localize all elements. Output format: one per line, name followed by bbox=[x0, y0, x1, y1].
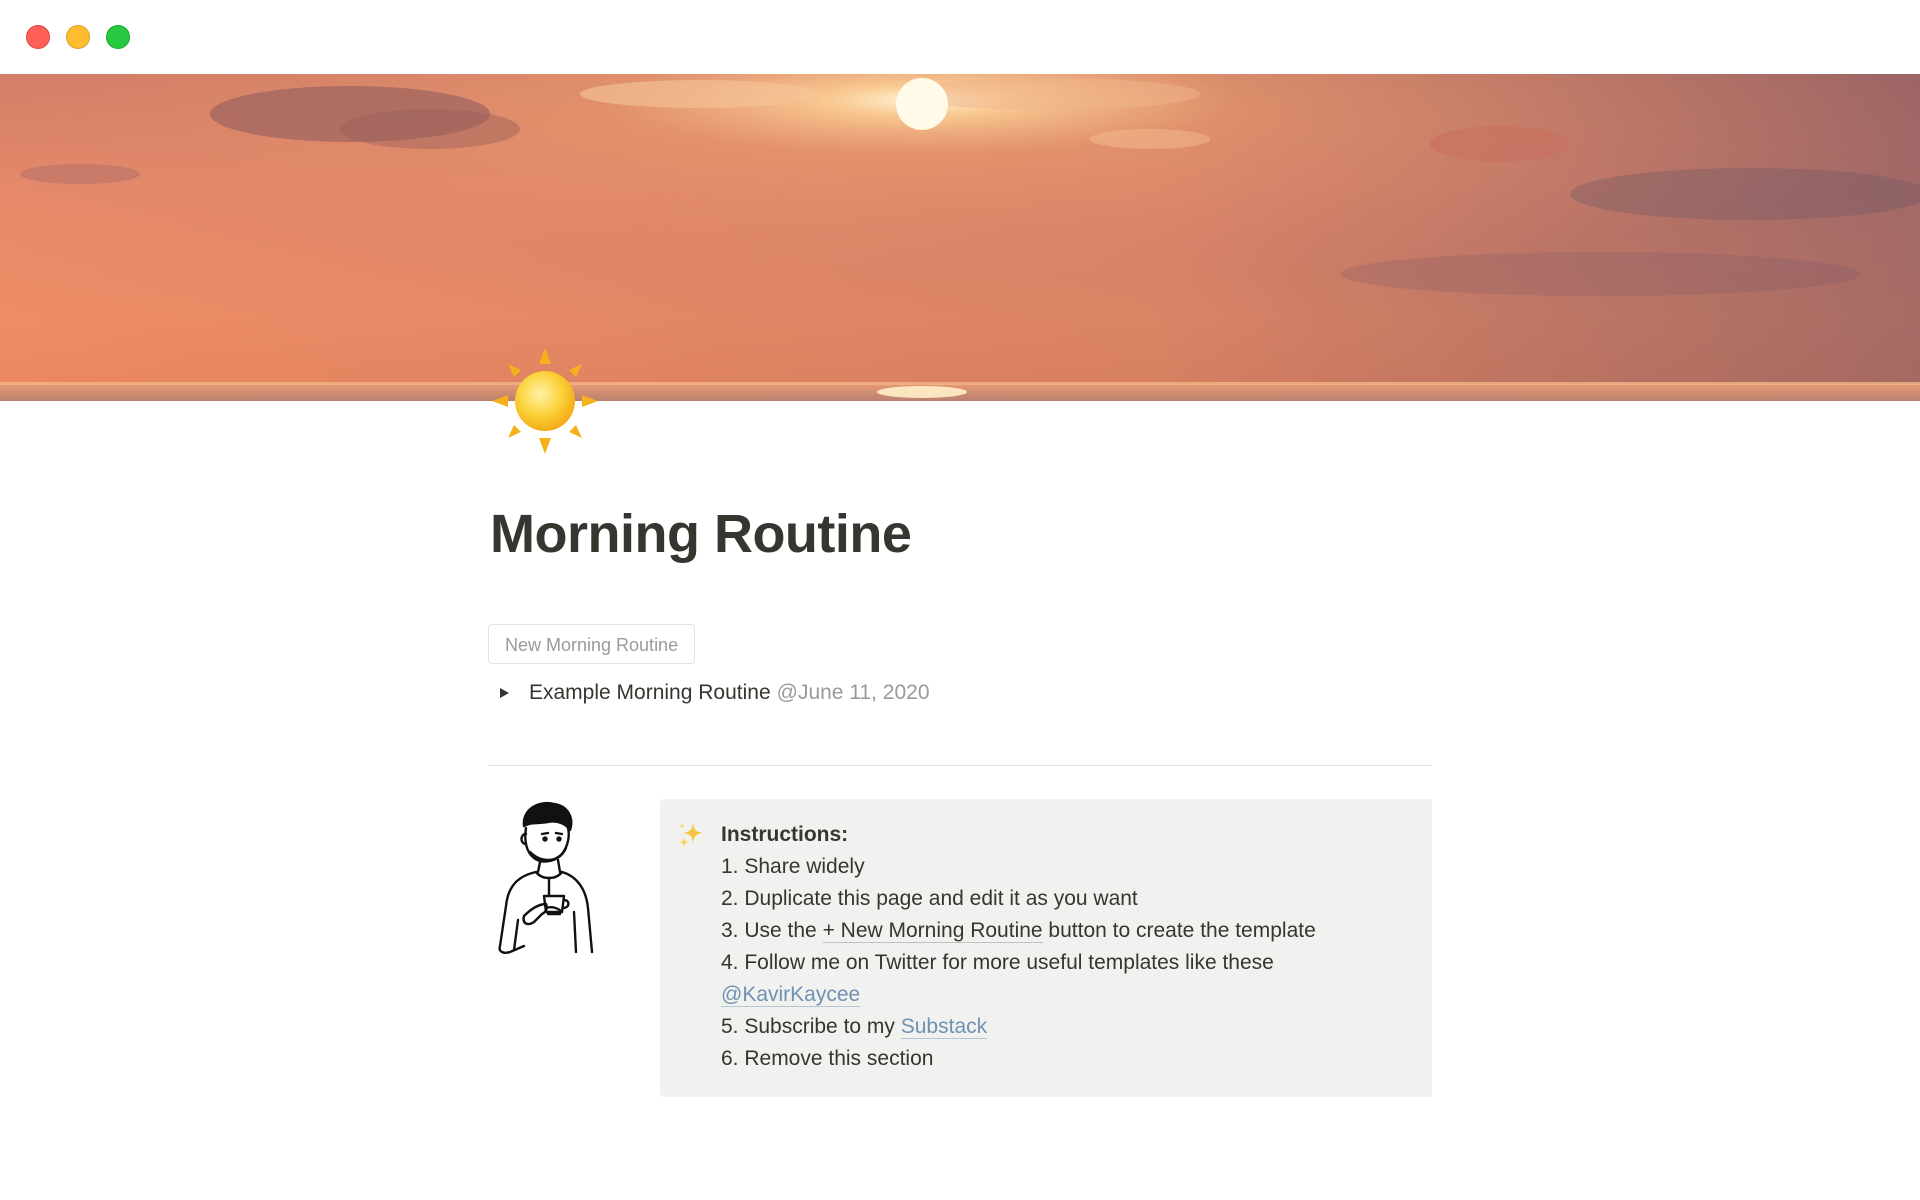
instruction-item-4: 4. Follow me on Twitter for more useful templates like these bbox=[721, 951, 1274, 974]
toggle-title: Example Morning Routine bbox=[529, 681, 771, 704]
callout-text bbox=[721, 819, 1316, 1075]
instruction-item-5 bbox=[721, 1011, 1316, 1043]
instruction-item-1: 1. Share widely bbox=[721, 855, 865, 878]
instruction-item-3 bbox=[721, 915, 1316, 947]
callout-heading: Instructions: bbox=[721, 823, 849, 846]
sunset-cover-image bbox=[0, 74, 1920, 401]
instruction-item-2: 2. Duplicate this page and edit it as you want bbox=[721, 887, 1138, 910]
triangle-right-icon[interactable] bbox=[492, 681, 516, 705]
divider bbox=[488, 765, 1432, 766]
title-bar bbox=[0, 0, 1920, 74]
new-morning-routine-button[interactable]: New Morning Routine bbox=[488, 624, 695, 664]
close-window-button[interactable] bbox=[26, 25, 50, 49]
instruction-item-3-prefix: 3. Use the bbox=[721, 919, 823, 942]
instructions-callout bbox=[660, 799, 1432, 1097]
instruction-item-6: 6. Remove this section bbox=[721, 1047, 934, 1070]
toggle-block[interactable] bbox=[492, 676, 930, 710]
maximize-window-button[interactable] bbox=[106, 25, 130, 49]
date-mention[interactable]: @June 11, 2020 bbox=[776, 681, 930, 704]
instruction-item-3-suffix: button to create the template bbox=[1042, 919, 1316, 942]
sparkles-icon[interactable] bbox=[676, 820, 706, 850]
minimize-window-button[interactable] bbox=[66, 25, 90, 49]
page-title[interactable]: Morning Routine bbox=[490, 504, 912, 564]
person-illustration-icon bbox=[488, 796, 600, 956]
twitter-handle-link[interactable]: @KavirKaycee bbox=[721, 983, 861, 1006]
substack-link[interactable]: Substack bbox=[900, 1015, 988, 1038]
twitter-line bbox=[721, 979, 1316, 1011]
sun-icon[interactable] bbox=[490, 346, 600, 456]
instruction-item-5-prefix: 5. Subscribe to my bbox=[721, 1015, 901, 1038]
new-morning-routine-reference[interactable]: + New Morning Routine bbox=[822, 919, 1043, 942]
cover-image[interactable] bbox=[0, 74, 1920, 401]
